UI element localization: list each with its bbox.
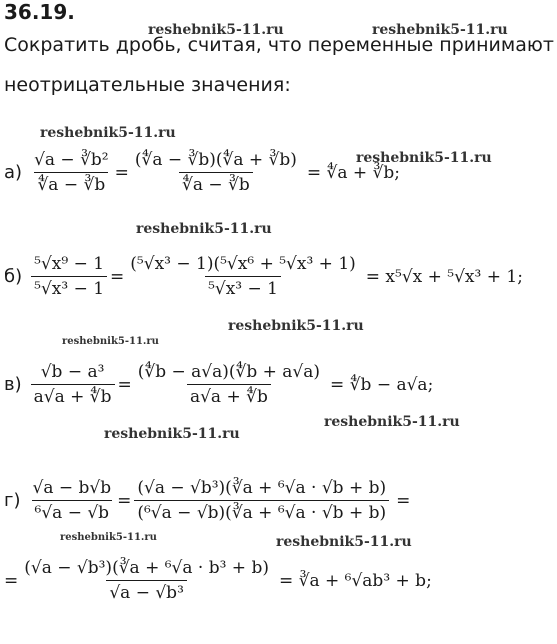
denominator: a√a + ∜b — [187, 384, 271, 407]
denominator: ∜a − ∛b — [179, 172, 253, 195]
result: = ∜b − a√a; — [330, 374, 434, 395]
numerator: √a − b√b — [32, 478, 112, 498]
denominator: √a − √b³ — [106, 580, 187, 603]
numerator: (∜a − ∛b)(∜a + ∛b) — [134, 150, 297, 170]
watermark: reshebnik5-11.ru — [228, 318, 364, 334]
lhs-fraction — [29, 478, 114, 523]
numerator: ⁵√x⁹ − 1 — [34, 254, 105, 274]
equals-sign: = — [114, 162, 129, 183]
watermark: reshebnik5-11.ru — [62, 336, 159, 347]
denominator: a√a + ∜b — [31, 384, 115, 407]
watermark: reshebnik5-11.ru — [60, 532, 157, 543]
equals-sign: = — [110, 266, 125, 287]
equals-sign: = — [117, 374, 132, 395]
watermark: reshebnik5-11.ru — [276, 534, 412, 550]
middle-fraction — [132, 150, 300, 195]
task-text-line-1: Сократить дробь, считая, что переменные принимают — [4, 34, 554, 56]
watermark: reshebnik5-11.ru — [40, 125, 176, 141]
lhs-fraction — [31, 362, 115, 407]
numerator: (⁵√x³ − 1)(⁵√x⁶ + ⁵√x³ + 1) — [130, 254, 356, 274]
equals-sign: = — [117, 490, 132, 511]
numerator: (√a − √b³)(∛a + ⁶√a · b³ + b) — [24, 558, 269, 578]
watermark: reshebnik5-11.ru — [372, 22, 508, 38]
problem-number: 36.19. — [4, 0, 75, 24]
result: = x⁵√x + ⁵√x³ + 1; — [365, 266, 523, 287]
lhs-fraction — [31, 254, 107, 299]
numerator: √b − a³ — [40, 362, 105, 382]
result: = — [396, 490, 411, 511]
watermark: reshebnik5-11.ru — [324, 414, 460, 430]
lhs-fraction — [31, 150, 112, 195]
watermark: reshebnik5-11.ru — [104, 426, 240, 442]
part-label: б) — [4, 266, 23, 287]
denominator: ⁵√x³ − 1 — [31, 276, 107, 299]
middle-fraction — [134, 478, 389, 523]
part-label: а) — [4, 162, 23, 183]
part-label: г) — [4, 490, 21, 511]
watermark: reshebnik5-11.ru — [136, 221, 272, 237]
part-d — [4, 478, 410, 523]
watermark: reshebnik5-11.ru — [148, 22, 284, 38]
middle-fraction — [127, 254, 358, 299]
result: = ∜a + ∛b; — [306, 162, 400, 183]
denominator: ∜a − ∛b — [34, 172, 108, 195]
denominator: ⁵√x³ − 1 — [205, 276, 281, 299]
middle-fraction — [135, 362, 323, 407]
numerator: (∜b − a√a)(∜b + a√a) — [137, 362, 321, 382]
task-text-line-2: неотрицательные значения: — [4, 74, 291, 96]
numerator: (√a − √b³)(∛a + ⁶√a · √b + b) — [137, 478, 387, 498]
watermark: reshebnik5-11.ru — [356, 150, 492, 166]
continuation-fraction — [21, 558, 272, 603]
result: = ∛a + ⁶√ab³ + b; — [278, 570, 432, 591]
equals-sign: = — [4, 570, 19, 591]
part-c — [4, 362, 433, 407]
denominator: (⁶√a − √b)(∛a + ⁶√a · √b + b) — [134, 500, 389, 523]
numerator: √a − ∛b² — [34, 150, 109, 170]
part-label: в) — [4, 374, 22, 395]
part-b — [4, 254, 523, 299]
part-a — [4, 150, 400, 195]
denominator: ⁶√a − √b — [32, 500, 113, 523]
part-d-continuation — [4, 558, 432, 603]
